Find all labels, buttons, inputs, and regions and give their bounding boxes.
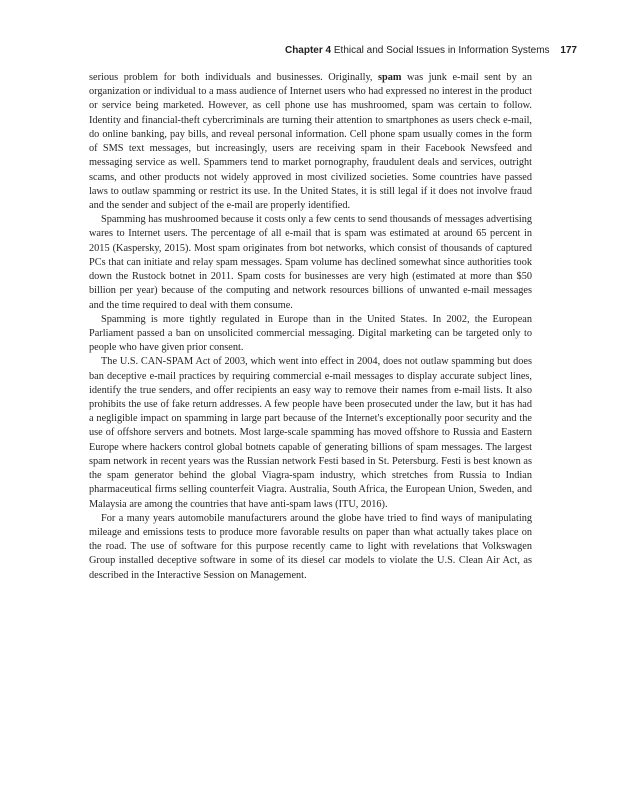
paragraph: The U.S. CAN-SPAM Act of 2003, which went into effect in 2004, does not outlaw spamming but does ban deceptive e-mail practices by requiring commercial e-mail messages to display accurate subject lines, identify the true senders, and offer recipients an easy way to remove their names from e-mail lists. It also prohibits the use of fake return addresses. A few people have been prosecuted under the law, but it has had a negligible impact on spamming in large part because of the Internet's exceptionally poor security and the use of offshore servers and botnets. Most large-scale spamming has moved offshore to Russia and Eastern Europe where hackers control global botnets capable of generating billions of spam messages. The largest spam network in recent years was the Russian network Festi based in St. Petersburg. Festi is best known as the spam generator behind the global Viagra-spam industry, which stretches from Russia to Indian pharmaceutical firms selling counterfeit Viagra. Australia, South Africa, the European Union, Sweden, and Malaysia are among the countries that have anti-spam laws (ITU, 2016). [89, 356, 532, 510]
paragraph-text: serious problem for both individuals and businesses. Originally, [89, 72, 379, 83]
paragraph [89, 71, 532, 213]
paragraph: Spamming is more tightly regulated in Europe than in the United States. In 2002, the European Parliament passed a ban on unsolicited commercial messaging. Digital marketing can be targeted only to people who have given prior consent. [89, 313, 532, 354]
paragraph: For a many years automobile manufacturers around the globe have tried to find ways of manipulating mileage and emissions tests to produce more favorable results on paper than what actually takes place on the road. The use of software for this purpose recently came to light with revelations that Volkswagen Group installed deceptive software in some of its diesel car models to violate the U.S. Clean Air Act, as described in the Interactive Session on Management. [89, 512, 532, 581]
paragraph: Spamming has mushroomed because it costs only a few cents to send thousands of messages advertising wares to Internet users. The percentage of all e-mail that is spam was estimated at around 65 percent in 2015 (Kaspersky, 2015). Most spam originates from bot networks, which consist of thousands of captured PCs that can initiate and relay spam messages. Spam volume has declined somewhat since authorities took down the Rustock botnet in 2011. Spam costs for businesses are very high (estimated at more than $50 billion per year) because of the computing and network resources billions of unwanted e-mail messages and the time required to deal with them consume. [89, 214, 532, 311]
running-header [285, 45, 577, 56]
chapter-title: Ethical and Social Issues in Information Systems [333, 45, 550, 56]
paragraph-text: was junk e-mail sent by an organization or individual to a mass audience of Internet users who had expressed no interest in the product or service being marketed. However, as cell phone use has mushroomed, spam was certain to follow. Identity and financial-theft cybercriminals are turning their attention to smartphones as users check e-mail, do online banking, pay bills, and reveal personal information. Cell phone spam usually comes in the form of SMS text messages, but increasingly, users are receiving spam in their Facebook Newsfeed and messaging service as well. Spammers tend to market pornography, fraudulent deals and services, outright scams, and other products not widely approved in most civilized societies. Some countries have passed laws to outlaw spamming or restrict its use. In the United States, it is still legal if it does not involve fraud and the sender and subject of the e-mail are properly identified. [89, 72, 532, 211]
chapter-label: Chapter 4 [284, 45, 332, 56]
key-term: spam [378, 72, 402, 83]
page-number: 177 [560, 45, 577, 56]
body-text [89, 71, 532, 583]
